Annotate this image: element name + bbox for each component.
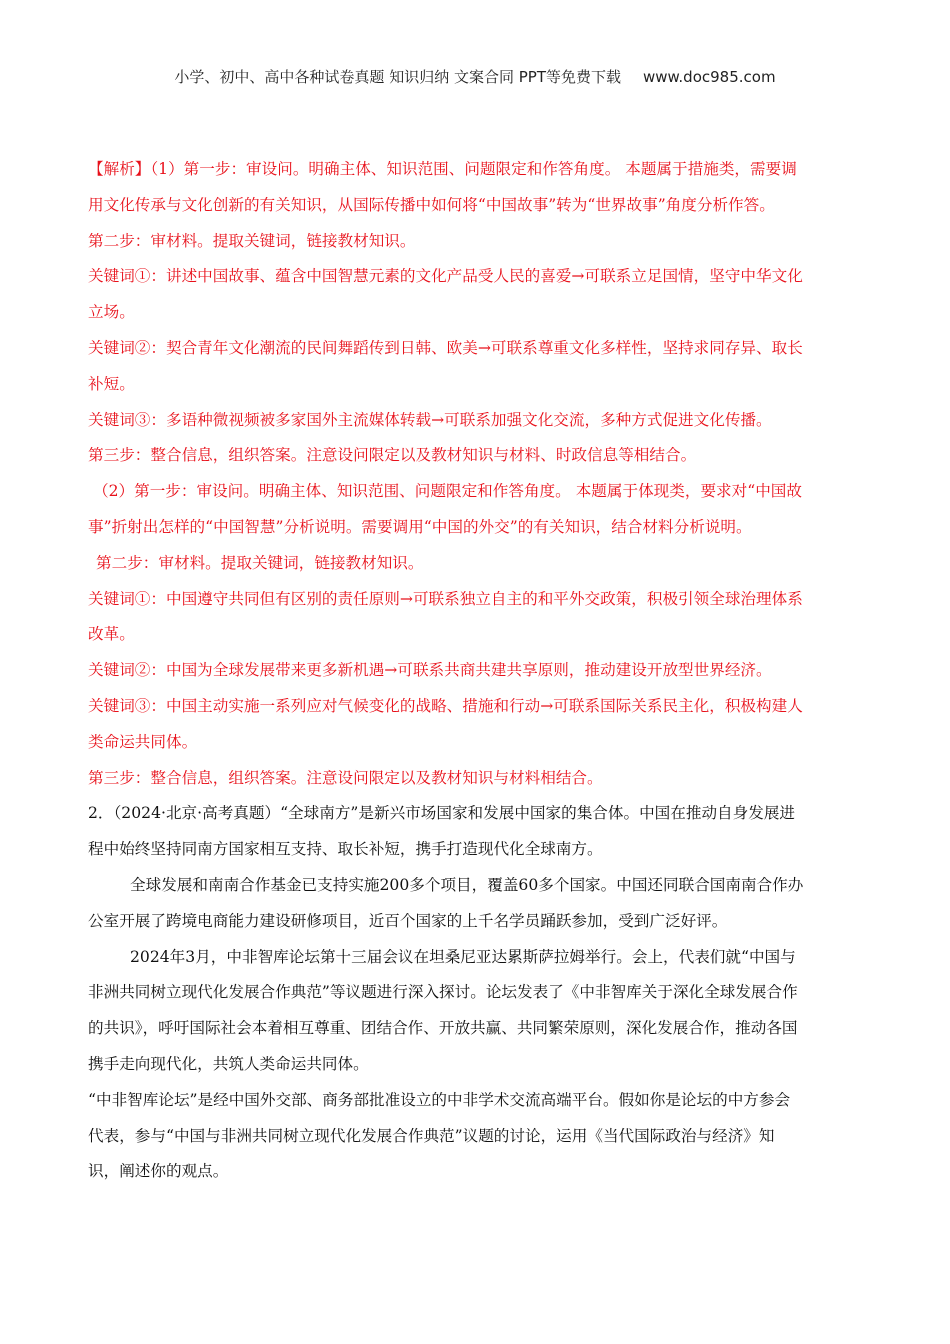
question-line: 2．（2024·北京·高考真题）“全球南方”是新兴市场国家和发展中国家的集合体。中国在推动自身发展进 [88,804,796,823]
analysis-line: 第三步：整合信息，组织答案。注意设问限定以及教材知识与材料相结合。 [88,768,603,787]
analysis-line: 关键词①：讲述中国故事、蕴含中国智慧元素的文化产品受人民的喜爱→可联系立足国情，坚守中华文化 [88,267,803,286]
document-body [88,152,868,1190]
question-line: 程中始终坚持同南方国家相互支持、取长补短，携手打造现代化全球南方。 [88,840,603,859]
analysis-section [88,152,868,796]
question-line: 携手走向现代化，共筑人类命运共同体。 [88,1054,369,1073]
question-line: 的共识》，呼吁国际社会本着相互尊重、团结合作、开放共赢、共同繁荣原则，深化发展合作，推动各国 [88,1019,798,1038]
analysis-line: 类命运共同体。 [88,732,198,751]
question-line: 公室开展了跨境电商能力建设研修项目，近百个国家的上千名学员踊跃参加，受到广泛好评。 [88,911,728,930]
analysis-line: 关键词③：多语种微视频被多家国外主流媒体转载→可联系加强文化交流，多种方式促进文化传播。 [88,410,772,429]
question-line: 2024年3月，中非智库论坛第十三届会议在坦桑尼亚达累斯萨拉姆举行。会上，代表们就“中国与 [130,947,796,966]
analysis-line: 用文化传承与文化创新的有关知识，从国际传播中如何将“中国故事”转为“世界故事”角度分析作答。 [88,195,775,214]
question-line: 全球发展和南南合作基金已支持实施200多个项目，覆盖60多个国家。中国还同联合国南南合作办 [130,875,804,894]
analysis-line: 补短。 [88,374,135,393]
header-text: 小学、初中、高中各种试卷真题 知识归纳 文案合同 PPT等免费下载 [174,68,621,86]
question-line: 非洲共同树立现代化发展合作典范”等议题进行深入探讨。论坛发表了《中非智库关于深化全球发展合作 [88,983,798,1002]
question-line: “中非智库论坛”是经中国外交部、商务部批准设立的中非学术交流高端平台。假如你是论坛的中方参会 [88,1090,791,1109]
analysis-line: 关键词③：中国主动实施一系列应对气候变化的战略、措施和行动→可联系国际关系民主化，积极构建人 [88,696,803,715]
analysis-line: 第二步：审材料。提取关键词，链接教材知识。 [88,231,416,250]
analysis-line: 关键词②：契合青年文化潮流的民间舞蹈传到日韩、欧美→可联系尊重文化多样性，坚持求同存异、取长 [88,338,803,357]
header-site-link[interactable]: www.doc985.com [642,68,776,86]
page-header [0,66,950,87]
analysis-line: 事”折射出怎样的“中国智慧”分析说明。需要调用“中国的外交”的有关知识，结合材料分析说明。 [88,517,752,536]
analysis-line: （2）第一步：审设问。明确主体、知识范围、问题限定和作答角度。 本题属于体现类，要求对“中国故 [93,482,802,501]
question-line: 识，阐述你的观点。 [88,1162,229,1181]
question-line: 代表，参与“中国与非洲共同树立现代化发展合作典范”议题的讨论，运用《当代国际政治与经济》知 [88,1126,775,1145]
analysis-line: 关键词②：中国为全球发展带来更多新机遇→可联系共商共建共享原则，推动建设开放型世界经济。 [88,661,772,680]
analysis-line: 第二步：审材料。提取关键词，链接教材知识。 [96,553,424,572]
analysis-line: 立场。 [88,303,135,322]
analysis-line: 改革。 [88,625,135,644]
question-section [88,796,868,1190]
analysis-line: 【解析】（1）第一步：审设问。明确主体、知识范围、问题限定和作答角度。 本题属于措施类，需要调 [88,160,797,178]
analysis-line: 第三步：整合信息，组织答案。注意设问限定以及教材知识与材料、时政信息等相结合。 [88,446,697,465]
analysis-line: 关键词①：中国遵守共同但有区别的责任原则→可联系独立自主的和平外交政策，积极引领全球治理体系 [88,589,803,608]
